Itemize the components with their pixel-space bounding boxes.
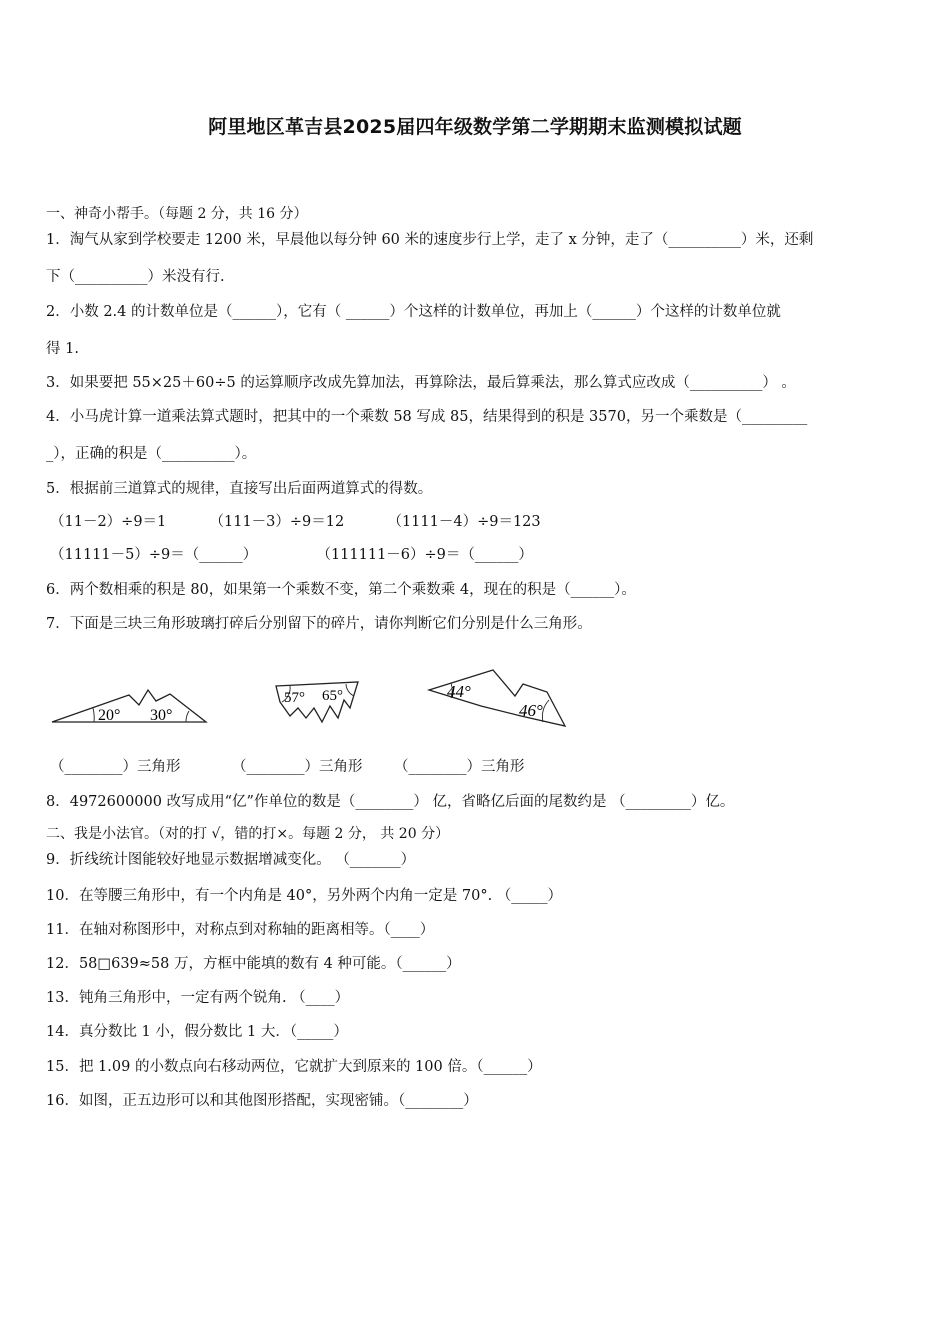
q5-eq-4: （11111－5）÷9＝（______） (50, 547, 258, 563)
fig3-angle-2: 46° (519, 701, 543, 720)
q5-eq-2: （111－3）÷9＝12 (209, 514, 345, 530)
section-2-heading: 二、我是小法官。（对的打 √，错的打×。每题 2 分， 共 20 分） (46, 826, 450, 842)
question-2-line-2: 得 1. (46, 341, 79, 357)
fig2-angle-2: 65° (322, 688, 343, 704)
question-4-line-2: _），正确的积是（__________）。 (46, 446, 257, 462)
question-13: 13．钝角三角形中，一定有两个锐角. （____） (46, 990, 350, 1006)
q5-eq-3: （1111－4）÷9＝123 (387, 514, 541, 530)
broken-triangle-figure-3 (425, 664, 570, 732)
section-1-heading: 一、神奇小帮手。（每题 2 分，共 16 分） (46, 206, 308, 222)
q5-eq-1: （11－2）÷9＝1 (50, 514, 167, 530)
question-9: 9．折线统计图能较好地显示数据增减变化。 （_______） (46, 852, 416, 868)
q7-answer-1: （________）三角形 (50, 759, 181, 775)
question-1-line-2: 下（__________）米没有行. (46, 269, 225, 285)
question-4-line-1: 4．小马虎计算一道乘法算式题时，把其中的一个乘数 58 写成 85，结果得到的积是 3570，另一个乘数是（_________ (46, 409, 808, 425)
question-2-line-1: 2．小数 2.4 的计数单位是（______），它有（ ______）个这样的计数单位，再加上（______）个这样的计数单位就 (46, 304, 781, 320)
question-1-line-1: 1．淘气从家到学校要走 1200 米，早晨他以每分钟 60 米的速度步行上学，走了 x 分钟，走了（__________）米，还剩 (46, 232, 814, 248)
broken-triangle-figure-1 (48, 685, 213, 730)
fig1-angle-1: 20° (98, 707, 121, 724)
fig3-angle-1: 44° (447, 682, 471, 701)
fig2-angle-1: 57° (284, 690, 305, 706)
broken-triangle-figure-2 (270, 678, 365, 730)
question-15: 15．把 1.09 的小数点向右移动两位，它就扩大到原来的 100 倍。（______） (46, 1059, 542, 1075)
q7-answer-2: （________）三角形 (232, 759, 363, 775)
question-7: 7．下面是三块三角形玻璃打碎后分别留下的碎片，请你判断它们分别是什么三角形。 (46, 616, 592, 632)
q5-eq-5: （111111－6）÷9＝（______） (316, 547, 533, 563)
question-5-row-2 (50, 543, 910, 564)
question-6: 6．两个数相乘的积是 80，如果第一个乘数不变，第二个乘数乘 4，现在的积是（______）。 (46, 582, 636, 598)
question-8: 8．4972600000 改写成用“亿”作单位的数是（________） 亿，省略亿后面的尾数约是 （_________）亿。 (46, 794, 735, 810)
question-11: 11．在轴对称图形中，对称点到对称轴的距离相等。（____） (46, 922, 435, 938)
fig1-angle-2: 30° (150, 707, 173, 724)
page-title: 阿里地区革吉县2025届四年级数学第二学期期末监测模拟试题 (208, 116, 742, 138)
question-16: 16．如图，正五边形可以和其他图形搭配，实现密铺。（________） (46, 1093, 478, 1109)
question-12: 12．58□639≈58 万，方框中能填的数有 4 种可能。（______） (46, 956, 461, 972)
question-10: 10．在等腰三角形中，有一个内角是 40°，另外两个内角一定是 70°. （_____） (46, 888, 563, 904)
q7-answer-3: （________）三角形 (394, 759, 525, 775)
question-3: 3．如果要把 55×25＋60÷5 的运算顺序改成先算加法，再算除法，最后算乘法，那么算式应改成（__________） 。 (46, 375, 796, 391)
question-5: 5．根据前三道算式的规律，直接写出后面两道算式的得数。 (46, 481, 433, 497)
question-14: 14．真分数比 1 小，假分数比 1 大．（_____） (46, 1024, 348, 1040)
question-5-row-1 (50, 510, 910, 531)
